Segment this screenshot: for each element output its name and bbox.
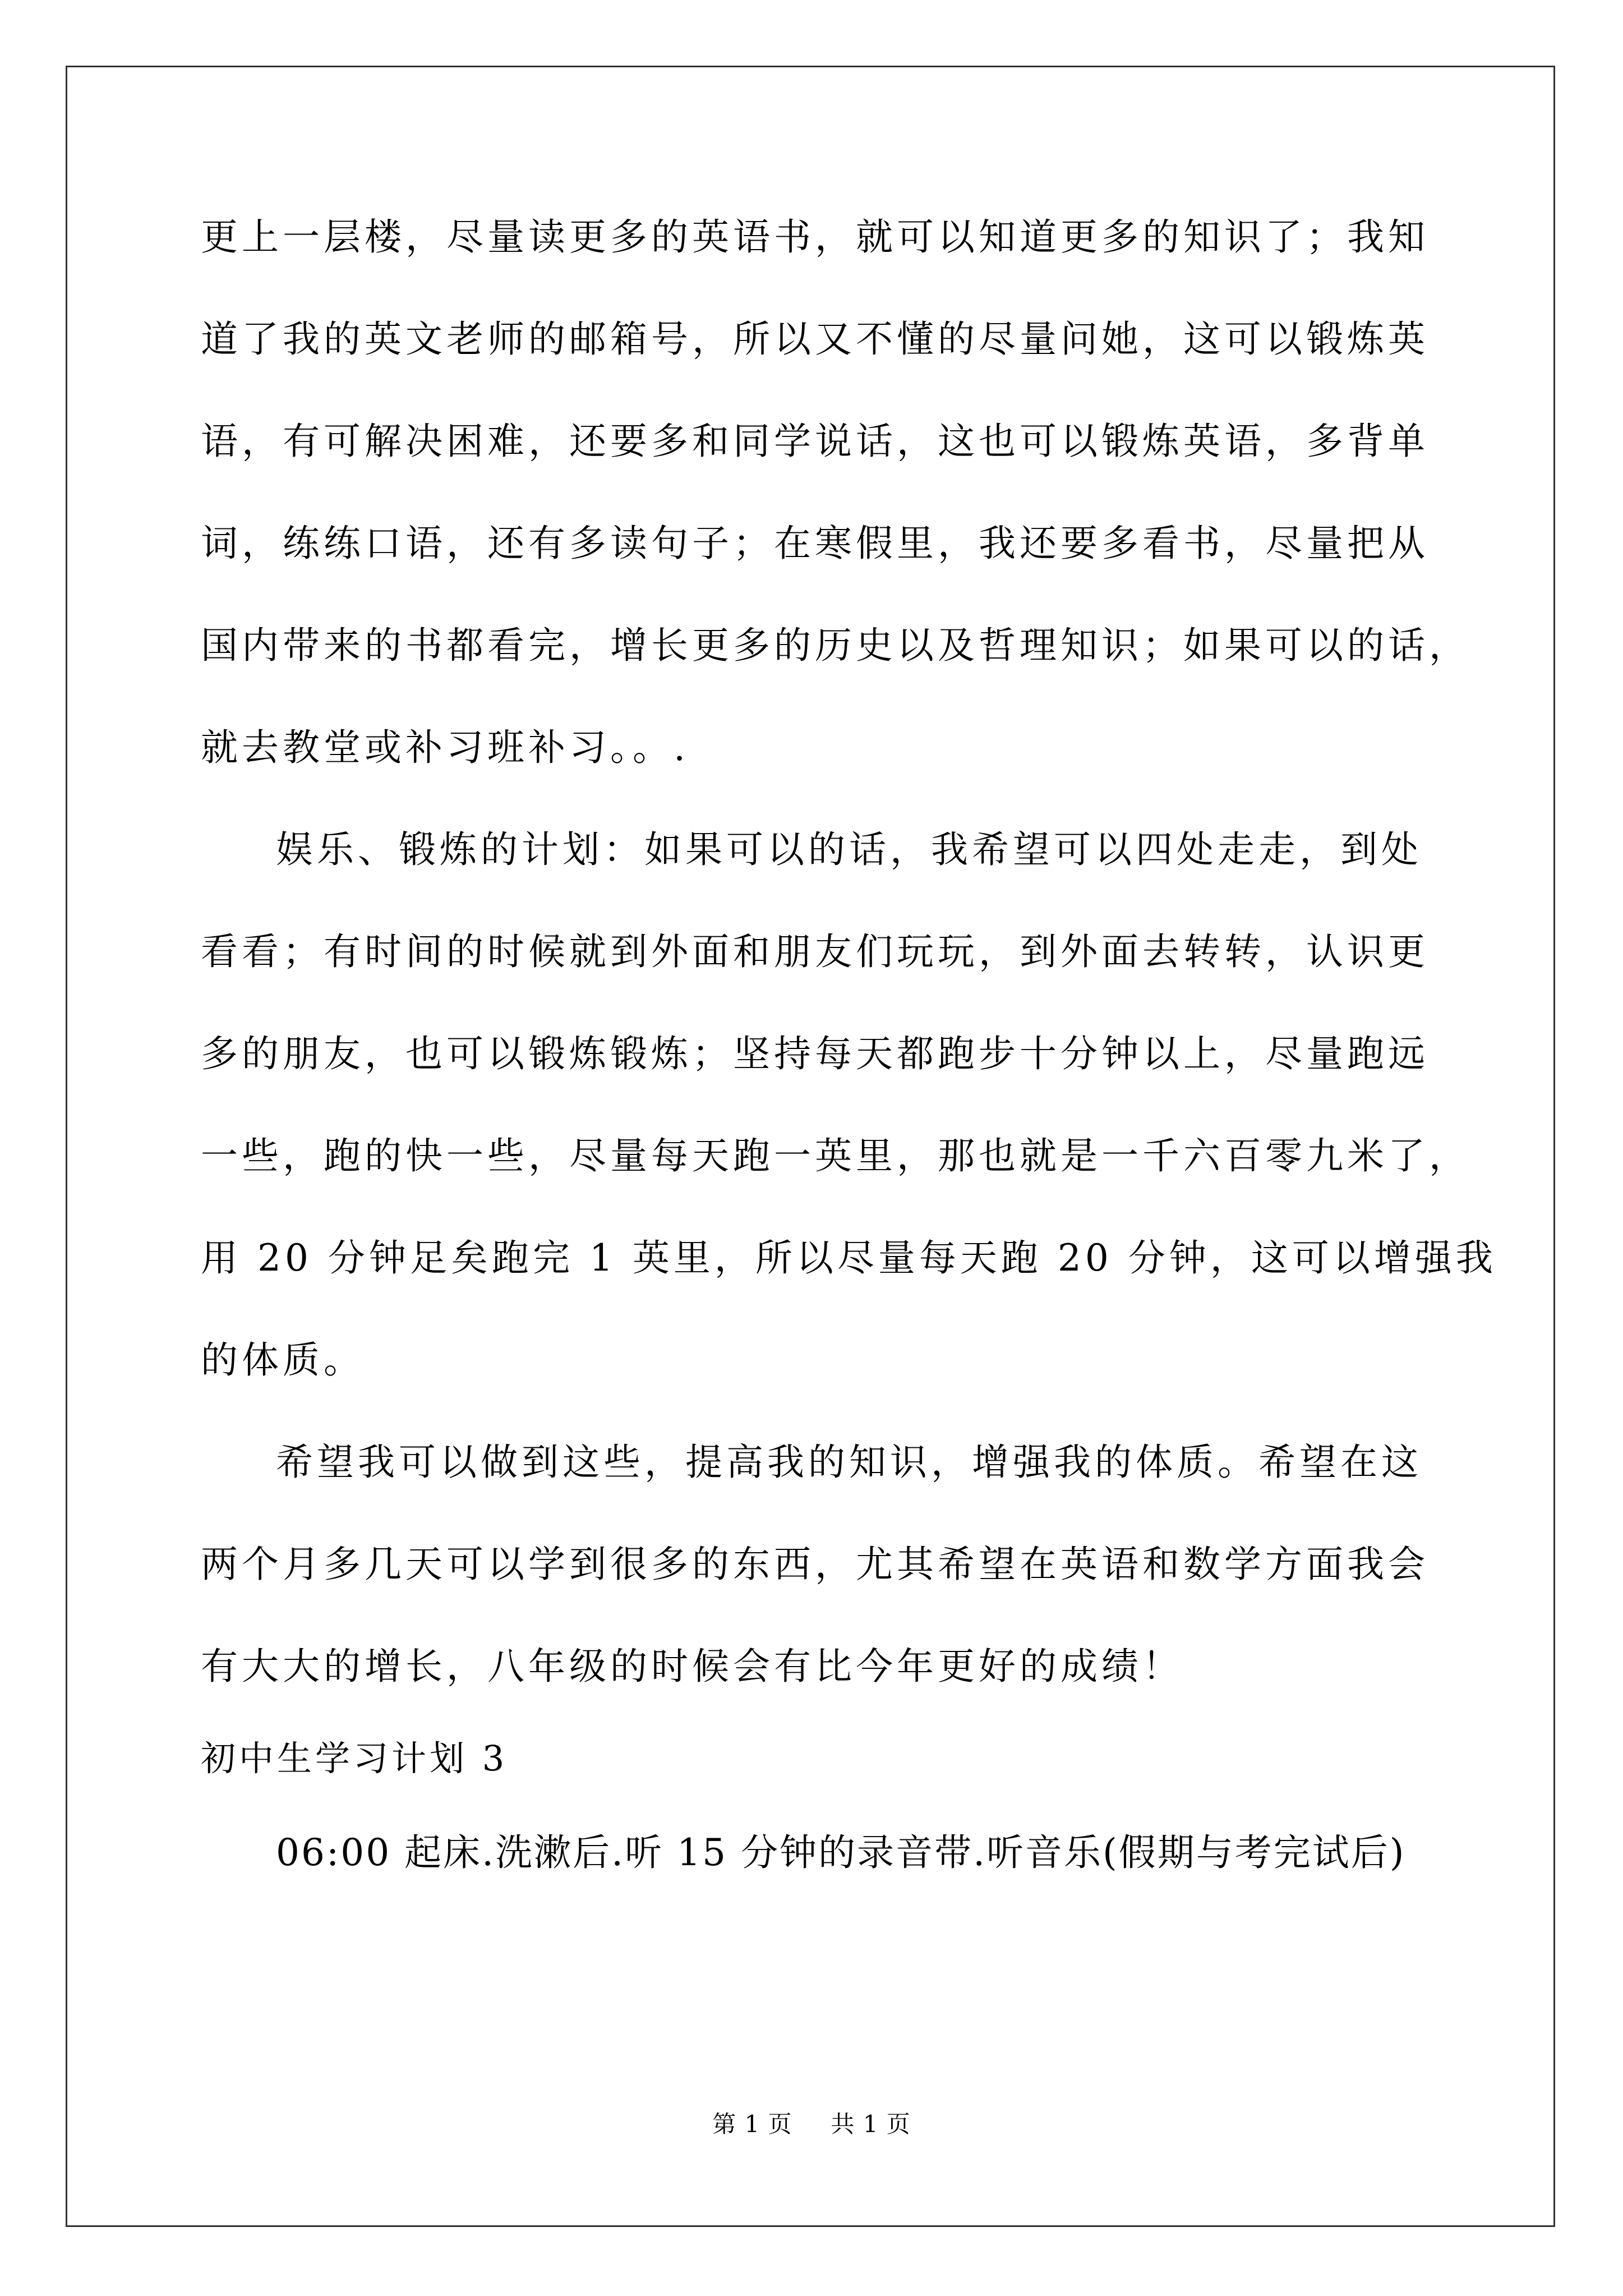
- paragraph-1-line-5: 国内带来的书都看完，增长更多的历史以及哲理知识；如果可以的话，: [201, 624, 1470, 667]
- paragraph-1-line-3: 语，有可解决困难，还要多和同学说话，这也可以锻炼英语，多背单: [201, 420, 1429, 463]
- paragraph-3-line-1: 希望我可以做到这些，提高我的知识，增强我的体质。希望在这: [276, 1441, 1422, 1484]
- paragraph-2-line-5: 用 20 分钟足矣跑完 1 英里，所以尽量每天跑 20 分钟，这可以增强我: [201, 1236, 1497, 1280]
- paragraph-1-line-1: 更上一层楼，尽量读更多的英语书，就可以知道更多的知识了；我知: [201, 215, 1429, 259]
- page-footer: [0, 2110, 1623, 2138]
- paragraph-2-line-3: 多的朋友，也可以锻炼锻炼；坚持每天都跑步十分钟以上，尽量跑远: [201, 1032, 1429, 1075]
- page-number: 第 1 页: [712, 2110, 792, 2138]
- paragraph-2-line-2: 看看；有时间的时候就到外面和朋友们玩玩，到外面去转转，认识更: [201, 930, 1429, 973]
- paragraph-3-line-3: 有大大的增长，八年级的时候会有比今年更好的成绩！: [201, 1645, 1183, 1688]
- paragraph-2-line-1: 娱乐、锻炼的计划：如果可以的话，我希望可以四处走走，到处: [276, 828, 1422, 871]
- paragraph-3-line-2: 两个月多几天可以学到很多的东西，尤其希望在英语和数学方面我会: [201, 1543, 1429, 1586]
- paragraph-1-line-4: 词，练练口语，还有多读句子；在寒假里，我还要多看书，尽量把从: [201, 522, 1429, 565]
- paragraph-1-line-6: 就去教堂或补习班补习。。.: [201, 726, 689, 769]
- paragraph-2-line-6: 的体质。: [201, 1338, 365, 1382]
- section-heading: 初中生学习计划 3: [201, 1738, 508, 1779]
- paragraph-4-line-1: 06:00 起床.洗漱后.听 15 分钟的录音带.听音乐(假期与考完试后): [276, 1831, 1406, 1874]
- total-pages: 共 1 页: [831, 2110, 911, 2138]
- paragraph-1-line-2: 道了我的英文老师的邮箱号，所以又不懂的尽量问她，这可以锻炼英: [201, 318, 1429, 361]
- paragraph-2-line-4: 一些，跑的快一些，尽量每天跑一英里，那也就是一千六百零九米了，: [201, 1134, 1470, 1177]
